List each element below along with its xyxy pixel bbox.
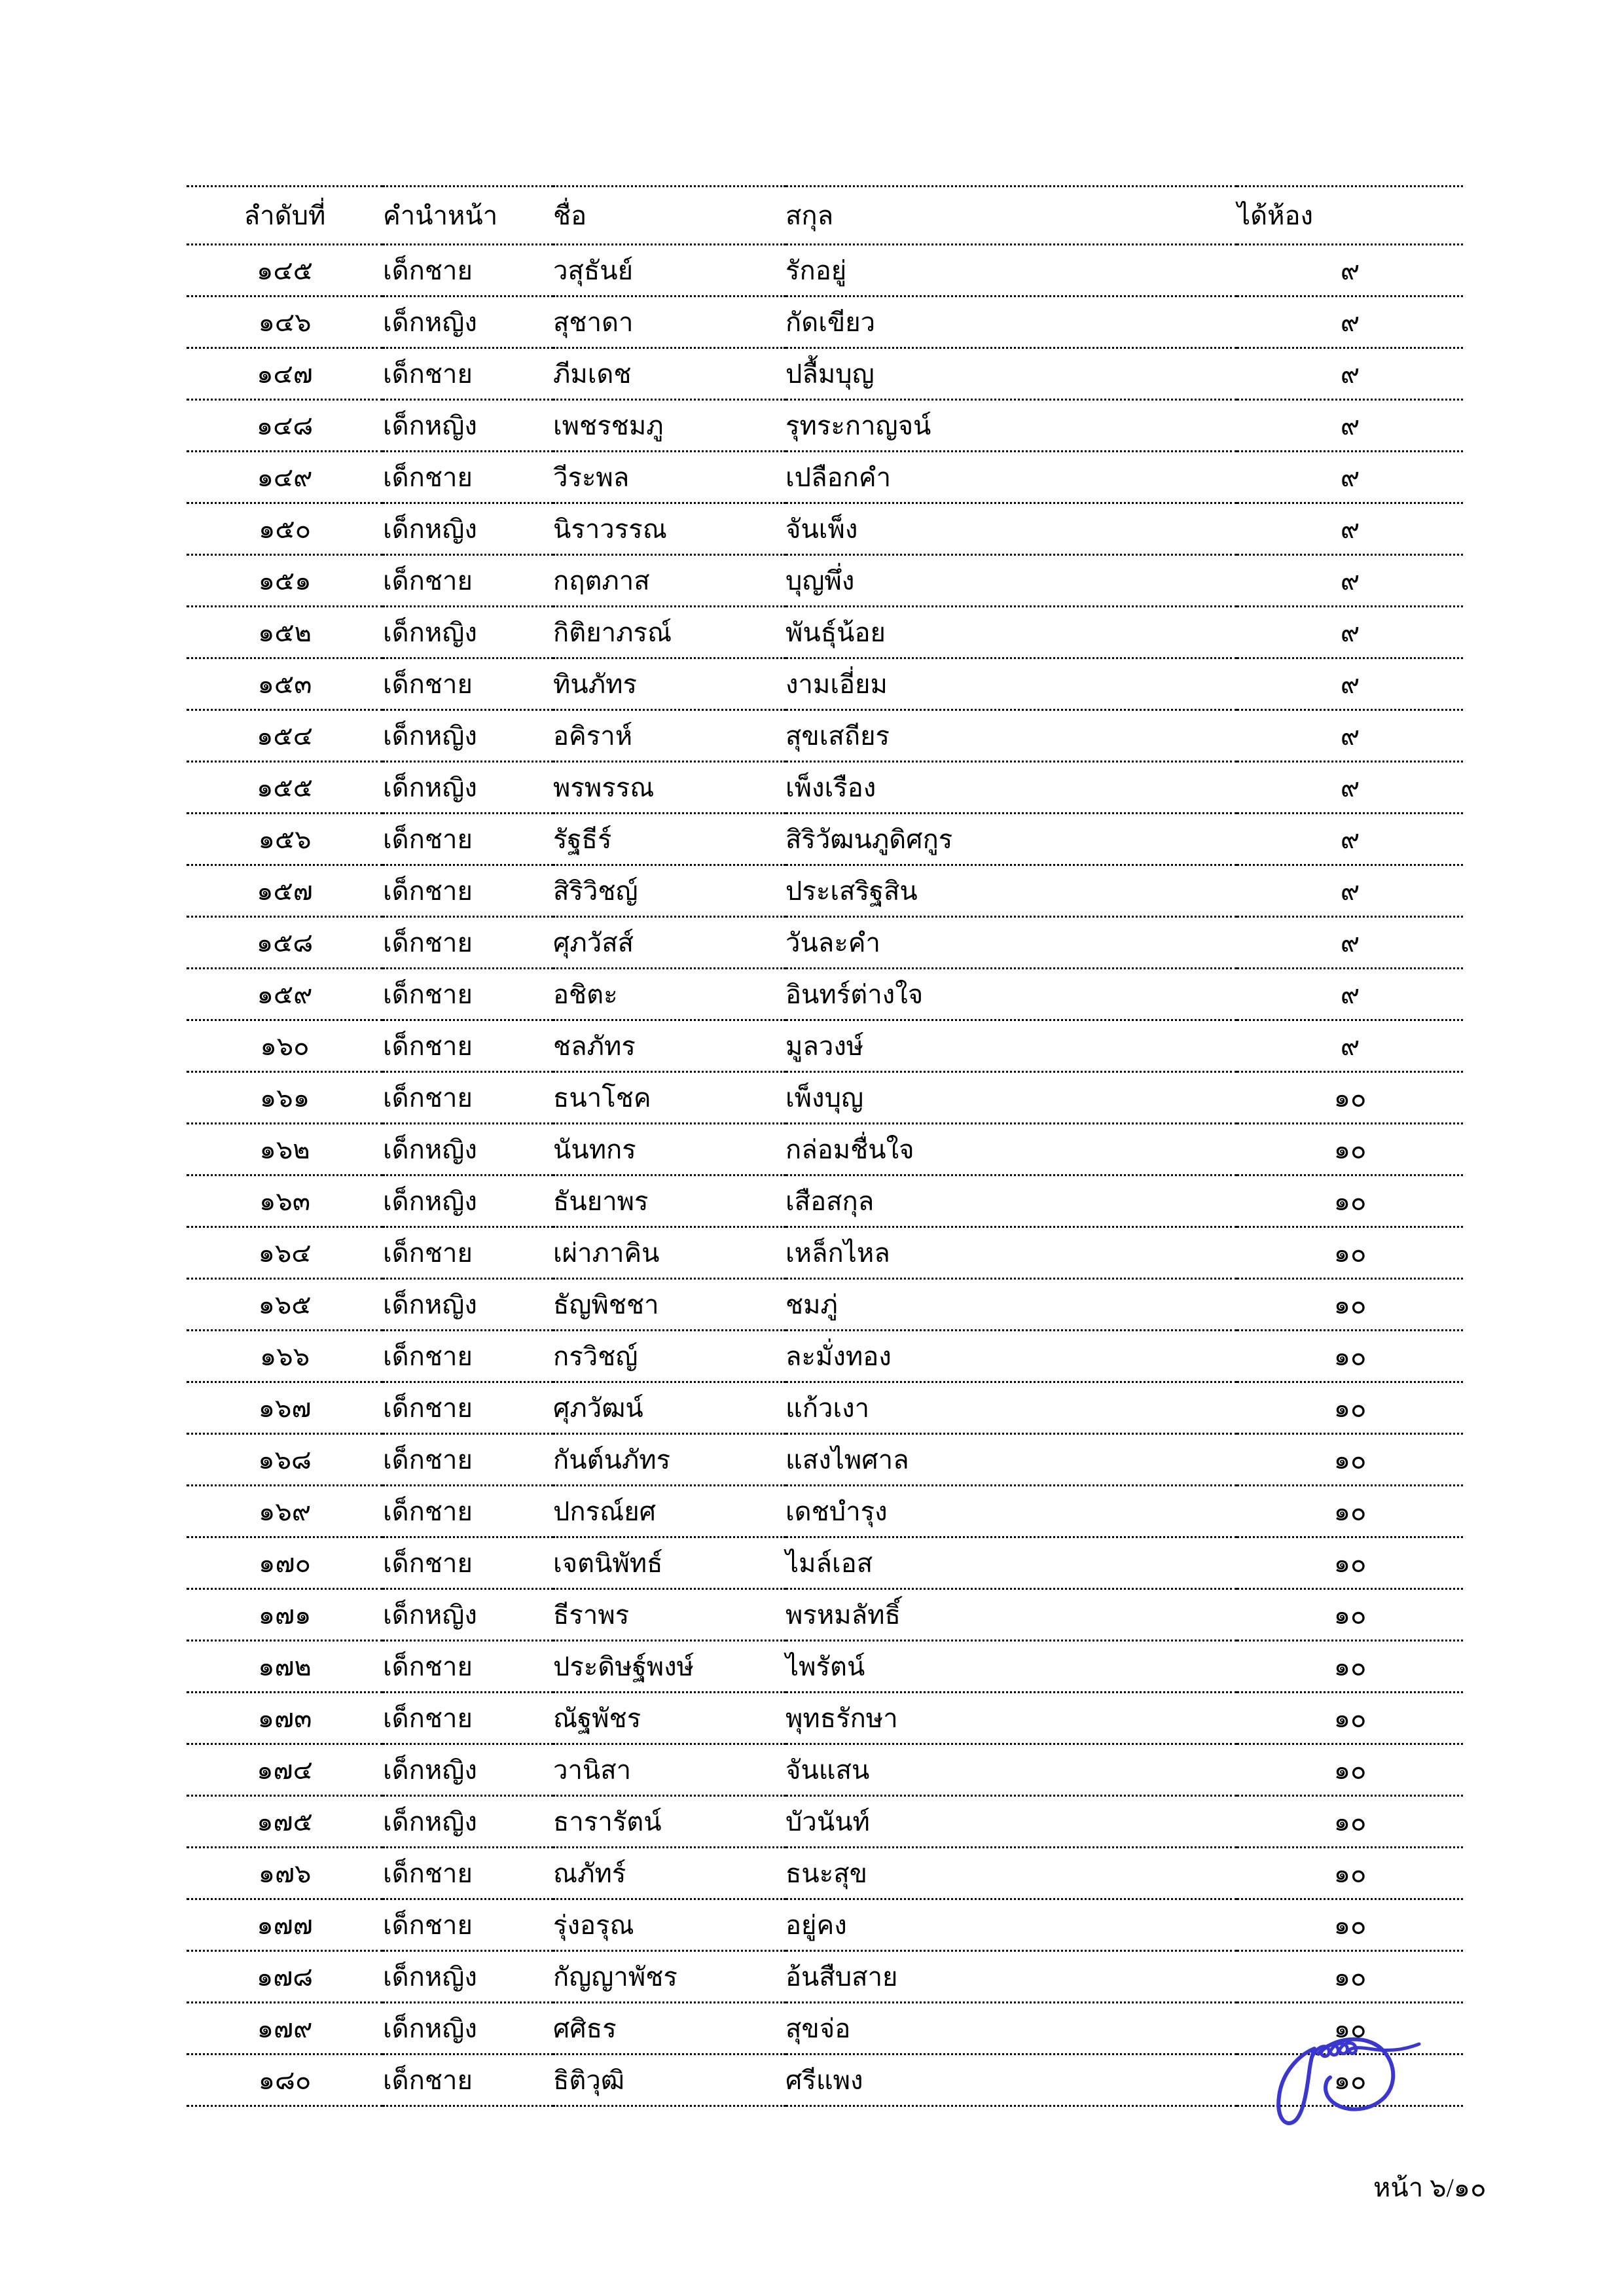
table-row bbox=[187, 503, 1463, 555]
cell-surname: เพ็งบุญ bbox=[785, 1072, 1237, 1124]
cell-prefix: เด็กชาย bbox=[383, 1486, 553, 1537]
cell-prefix: เด็กชาย bbox=[383, 1072, 553, 1124]
cell-number: ๑๔๖ bbox=[187, 296, 383, 348]
cell-room: ๑๐ bbox=[1237, 1693, 1463, 1744]
cell-number: ๑๕๙ bbox=[187, 969, 383, 1020]
table-row bbox=[187, 452, 1463, 503]
cell-number: ๑๗๙ bbox=[187, 2003, 383, 2054]
cell-first-name: อชิตะ bbox=[553, 969, 785, 1020]
cell-number: ๑๘๐ bbox=[187, 2054, 383, 2106]
column-header-number: ลำดับที่ bbox=[187, 187, 383, 245]
cell-first-name: สุชาดา bbox=[553, 296, 785, 348]
cell-number: ๑๗๖ bbox=[187, 1848, 383, 1899]
cell-room: ๑๐ bbox=[1237, 1331, 1463, 1382]
cell-first-name: กันต์นภัทร bbox=[553, 1434, 785, 1486]
cell-room: ๑๐ bbox=[1237, 2003, 1463, 2054]
cell-room: ๙ bbox=[1237, 503, 1463, 555]
cell-number: ๑๖๕ bbox=[187, 1279, 383, 1331]
cell-prefix: เด็กหญิง bbox=[383, 1175, 553, 1227]
cell-prefix: เด็กชาย bbox=[383, 814, 553, 865]
cell-surname: เหล็กไหล bbox=[785, 1227, 1237, 1279]
cell-surname: ชมภู่ bbox=[785, 1279, 1237, 1331]
cell-room: ๙ bbox=[1237, 814, 1463, 865]
table-row bbox=[187, 1434, 1463, 1486]
table-row bbox=[187, 1279, 1463, 1331]
cell-number: ๑๔๗ bbox=[187, 348, 383, 400]
table-row bbox=[187, 296, 1463, 348]
cell-room: ๑๐ bbox=[1237, 1072, 1463, 1124]
cell-room: ๙ bbox=[1237, 555, 1463, 607]
cell-room: ๑๐ bbox=[1237, 2054, 1463, 2106]
table-row bbox=[187, 814, 1463, 865]
cell-surname: เดชบำรุง bbox=[785, 1486, 1237, 1537]
cell-first-name: ณภัทร์ bbox=[553, 1848, 785, 1899]
cell-surname: อยู่คง bbox=[785, 1899, 1237, 1951]
cell-room: ๑๐ bbox=[1237, 1382, 1463, 1434]
cell-room: ๙ bbox=[1237, 296, 1463, 348]
cell-number: ๑๖๑ bbox=[187, 1072, 383, 1124]
cell-prefix: เด็กหญิง bbox=[383, 1951, 553, 2003]
cell-number: ๑๕๕ bbox=[187, 762, 383, 814]
cell-surname: ไพรัตน์ bbox=[785, 1641, 1237, 1693]
cell-first-name: อคิราห์ bbox=[553, 710, 785, 762]
student-table-body bbox=[187, 245, 1463, 2106]
table-row bbox=[187, 658, 1463, 710]
column-header-prefix: คำนำหน้า bbox=[383, 187, 553, 245]
cell-number: ๑๗๗ bbox=[187, 1899, 383, 1951]
cell-number: ๑๕๒ bbox=[187, 607, 383, 658]
cell-number: ๑๗๕ bbox=[187, 1796, 383, 1848]
cell-prefix: เด็กหญิง bbox=[383, 2003, 553, 2054]
cell-surname: สุขจ่อ bbox=[785, 2003, 1237, 2054]
cell-room: ๑๐ bbox=[1237, 1124, 1463, 1175]
cell-surname: เพ็งเรือง bbox=[785, 762, 1237, 814]
cell-prefix: เด็กหญิง bbox=[383, 1124, 553, 1175]
cell-prefix: เด็กชาย bbox=[383, 452, 553, 503]
cell-number: ๑๗๘ bbox=[187, 1951, 383, 2003]
cell-prefix: เด็กชาย bbox=[383, 245, 553, 296]
cell-first-name: ศุภวัสส์ bbox=[553, 917, 785, 969]
cell-prefix: เด็กชาย bbox=[383, 2054, 553, 2106]
table-row bbox=[187, 1537, 1463, 1589]
cell-surname: แก้วเงา bbox=[785, 1382, 1237, 1434]
cell-prefix: เด็กหญิง bbox=[383, 1796, 553, 1848]
cell-surname: กัดเขียว bbox=[785, 296, 1237, 348]
cell-room: ๑๐ bbox=[1237, 1951, 1463, 2003]
cell-prefix: เด็กชาย bbox=[383, 555, 553, 607]
cell-first-name: วสุธันย์ bbox=[553, 245, 785, 296]
cell-surname: ละมั่งทอง bbox=[785, 1331, 1237, 1382]
cell-number: ๑๕๑ bbox=[187, 555, 383, 607]
cell-prefix: เด็กชาย bbox=[383, 1020, 553, 1072]
cell-room: ๙ bbox=[1237, 917, 1463, 969]
cell-surname: พันธุ์น้อย bbox=[785, 607, 1237, 658]
cell-prefix: เด็กชาย bbox=[383, 969, 553, 1020]
cell-prefix: เด็กหญิง bbox=[383, 503, 553, 555]
cell-prefix: เด็กชาย bbox=[383, 1693, 553, 1744]
cell-first-name: รัฐธีร์ bbox=[553, 814, 785, 865]
cell-number: ๑๗๔ bbox=[187, 1744, 383, 1796]
cell-prefix: เด็กชาย bbox=[383, 1227, 553, 1279]
cell-first-name: ชลภัทร bbox=[553, 1020, 785, 1072]
cell-prefix: เด็กหญิง bbox=[383, 607, 553, 658]
cell-room: ๙ bbox=[1237, 658, 1463, 710]
cell-surname: จันเพ็ง bbox=[785, 503, 1237, 555]
cell-surname: เปลือกคำ bbox=[785, 452, 1237, 503]
cell-first-name: ปกรณ์ยศ bbox=[553, 1486, 785, 1537]
cell-first-name: ณัฐพัชร bbox=[553, 1693, 785, 1744]
table-header bbox=[187, 187, 1463, 245]
table-row bbox=[187, 1848, 1463, 1899]
cell-surname: ธนะสุข bbox=[785, 1848, 1237, 1899]
cell-surname: ศรีแพง bbox=[785, 2054, 1237, 2106]
table-row bbox=[187, 1382, 1463, 1434]
table-header-row bbox=[187, 187, 1463, 245]
cell-prefix: เด็กชาย bbox=[383, 865, 553, 917]
cell-first-name: ภีมเดช bbox=[553, 348, 785, 400]
cell-room: ๑๐ bbox=[1237, 1434, 1463, 1486]
table-row bbox=[187, 555, 1463, 607]
cell-prefix: เด็กชาย bbox=[383, 1537, 553, 1589]
cell-number: ๑๖๘ bbox=[187, 1434, 383, 1486]
table-row bbox=[187, 1072, 1463, 1124]
cell-number: ๑๕๓ bbox=[187, 658, 383, 710]
cell-number: ๑๖๗ bbox=[187, 1382, 383, 1434]
cell-surname: วันละคำ bbox=[785, 917, 1237, 969]
cell-number: ๑๖๓ bbox=[187, 1175, 383, 1227]
cell-room: ๑๐ bbox=[1237, 1641, 1463, 1693]
table-row bbox=[187, 607, 1463, 658]
cell-number: ๑๕๐ bbox=[187, 503, 383, 555]
cell-room: ๑๐ bbox=[1237, 1175, 1463, 1227]
table-row bbox=[187, 1951, 1463, 2003]
cell-prefix: เด็กชาย bbox=[383, 1848, 553, 1899]
cell-room: ๑๐ bbox=[1237, 1899, 1463, 1951]
cell-first-name: นิราวรรณ bbox=[553, 503, 785, 555]
cell-prefix: เด็กชาย bbox=[383, 1641, 553, 1693]
page-number: หน้า ๖/๑๐ bbox=[1373, 2173, 1487, 2202]
table-row bbox=[187, 1744, 1463, 1796]
cell-first-name: นันทกร bbox=[553, 1124, 785, 1175]
table-row bbox=[187, 1124, 1463, 1175]
cell-room: ๙ bbox=[1237, 400, 1463, 452]
cell-surname: พุทธรักษา bbox=[785, 1693, 1237, 1744]
cell-first-name: ศุภวัฒน์ bbox=[553, 1382, 785, 1434]
cell-surname: อ้นสืบสาย bbox=[785, 1951, 1237, 2003]
cell-room: ๙ bbox=[1237, 348, 1463, 400]
cell-room: ๑๐ bbox=[1237, 1796, 1463, 1848]
cell-room: ๙ bbox=[1237, 1020, 1463, 1072]
cell-room: ๑๐ bbox=[1237, 1848, 1463, 1899]
student-roster-table bbox=[187, 185, 1463, 2107]
cell-first-name: กิติยาภรณ์ bbox=[553, 607, 785, 658]
table-row bbox=[187, 969, 1463, 1020]
cell-first-name: ธันยาพร bbox=[553, 1175, 785, 1227]
cell-number: ๑๖๔ bbox=[187, 1227, 383, 1279]
table-row bbox=[187, 1589, 1463, 1641]
cell-room: ๑๐ bbox=[1237, 1279, 1463, 1331]
table-row bbox=[187, 917, 1463, 969]
cell-first-name: วานิสา bbox=[553, 1744, 785, 1796]
table-row bbox=[187, 762, 1463, 814]
cell-prefix: เด็กชาย bbox=[383, 1331, 553, 1382]
cell-prefix: เด็กหญิง bbox=[383, 1744, 553, 1796]
cell-surname: งามเอี่ยม bbox=[785, 658, 1237, 710]
table-row bbox=[187, 1641, 1463, 1693]
column-header-first-name: ชื่อ bbox=[553, 187, 785, 245]
table-row bbox=[187, 1796, 1463, 1848]
cell-prefix: เด็กหญิง bbox=[383, 1589, 553, 1641]
cell-surname: จันแสน bbox=[785, 1744, 1237, 1796]
table-row bbox=[187, 865, 1463, 917]
cell-first-name: วีระพล bbox=[553, 452, 785, 503]
table-row bbox=[187, 1693, 1463, 1744]
cell-room: ๙ bbox=[1237, 865, 1463, 917]
cell-first-name: ศศิธร bbox=[553, 2003, 785, 2054]
cell-number: ๑๗๑ bbox=[187, 1589, 383, 1641]
cell-room: ๑๐ bbox=[1237, 1537, 1463, 1589]
cell-prefix: เด็กหญิง bbox=[383, 296, 553, 348]
cell-number: ๑๖๙ bbox=[187, 1486, 383, 1537]
table-row bbox=[187, 1227, 1463, 1279]
cell-prefix: เด็กหญิง bbox=[383, 762, 553, 814]
cell-room: ๑๐ bbox=[1237, 1486, 1463, 1537]
cell-number: ๑๔๙ bbox=[187, 452, 383, 503]
cell-number: ๑๖๖ bbox=[187, 1331, 383, 1382]
table-row bbox=[187, 1331, 1463, 1382]
table-row bbox=[187, 1175, 1463, 1227]
cell-room: ๙ bbox=[1237, 710, 1463, 762]
cell-first-name: รุ่งอรุณ bbox=[553, 1899, 785, 1951]
table-row bbox=[187, 1020, 1463, 1072]
cell-first-name: เจตนิพัทธ์ bbox=[553, 1537, 785, 1589]
cell-surname: สุขเสถียร bbox=[785, 710, 1237, 762]
cell-first-name: เพชรชมภู bbox=[553, 400, 785, 452]
cell-first-name: ธีราพร bbox=[553, 1589, 785, 1641]
table-row bbox=[187, 2054, 1463, 2106]
column-header-room: ได้ห้อง bbox=[1237, 187, 1463, 245]
cell-first-name: สิริวิชญ์ bbox=[553, 865, 785, 917]
table-row bbox=[187, 348, 1463, 400]
cell-first-name: กัญญาพัชร bbox=[553, 1951, 785, 2003]
cell-number: ๑๔๕ bbox=[187, 245, 383, 296]
cell-surname: สิริวัฒนภูดิศกูร bbox=[785, 814, 1237, 865]
cell-number: ๑๔๘ bbox=[187, 400, 383, 452]
cell-surname: บุญพึ่ง bbox=[785, 555, 1237, 607]
cell-number: ๑๕๗ bbox=[187, 865, 383, 917]
cell-first-name: ธัญพิชชา bbox=[553, 1279, 785, 1331]
cell-first-name: กฤตภาส bbox=[553, 555, 785, 607]
table-row bbox=[187, 2003, 1463, 2054]
cell-room: ๑๐ bbox=[1237, 1744, 1463, 1796]
cell-room: ๑๐ bbox=[1237, 1227, 1463, 1279]
cell-surname: ประเสริฐสิน bbox=[785, 865, 1237, 917]
cell-room: ๙ bbox=[1237, 245, 1463, 296]
cell-surname: รักอยู่ bbox=[785, 245, 1237, 296]
cell-room: ๙ bbox=[1237, 969, 1463, 1020]
cell-surname: แสงไพศาล bbox=[785, 1434, 1237, 1486]
cell-surname: ปลื้มบุญ bbox=[785, 348, 1237, 400]
cell-prefix: เด็กชาย bbox=[383, 348, 553, 400]
table-row bbox=[187, 1899, 1463, 1951]
cell-surname: บัวนันท์ bbox=[785, 1796, 1237, 1848]
cell-room: ๑๐ bbox=[1237, 1589, 1463, 1641]
cell-number: ๑๗๒ bbox=[187, 1641, 383, 1693]
cell-surname: มูลวงษ์ bbox=[785, 1020, 1237, 1072]
cell-first-name: ธิติวุฒิ bbox=[553, 2054, 785, 2106]
cell-surname: อินทร์ต่างใจ bbox=[785, 969, 1237, 1020]
table-row bbox=[187, 1486, 1463, 1537]
cell-prefix: เด็กชาย bbox=[383, 1899, 553, 1951]
cell-prefix: เด็กหญิง bbox=[383, 400, 553, 452]
cell-prefix: เด็กชาย bbox=[383, 1434, 553, 1486]
cell-surname: รุทระกาญจน์ bbox=[785, 400, 1237, 452]
cell-surname: เสือสกุล bbox=[785, 1175, 1237, 1227]
cell-first-name: ทินภัทร bbox=[553, 658, 785, 710]
cell-surname: ไมล์เอส bbox=[785, 1537, 1237, 1589]
cell-first-name: ประดิษฐ์พงษ์ bbox=[553, 1641, 785, 1693]
cell-surname: พรหมลัทธิ์ bbox=[785, 1589, 1237, 1641]
cell-room: ๙ bbox=[1237, 452, 1463, 503]
table-row bbox=[187, 400, 1463, 452]
cell-first-name: เผ่าภาคิน bbox=[553, 1227, 785, 1279]
cell-number: ๑๗๐ bbox=[187, 1537, 383, 1589]
cell-first-name: กรวิชญ์ bbox=[553, 1331, 785, 1382]
cell-prefix: เด็กหญิง bbox=[383, 710, 553, 762]
table-row bbox=[187, 245, 1463, 296]
cell-number: ๑๕๔ bbox=[187, 710, 383, 762]
cell-prefix: เด็กชาย bbox=[383, 1382, 553, 1434]
cell-number: ๑๖๐ bbox=[187, 1020, 383, 1072]
cell-number: ๑๖๒ bbox=[187, 1124, 383, 1175]
cell-room: ๙ bbox=[1237, 762, 1463, 814]
cell-prefix: เด็กหญิง bbox=[383, 1279, 553, 1331]
table-row bbox=[187, 710, 1463, 762]
cell-first-name: ธนาโชค bbox=[553, 1072, 785, 1124]
cell-surname: กล่อมชื่นใจ bbox=[785, 1124, 1237, 1175]
cell-prefix: เด็กชาย bbox=[383, 658, 553, 710]
cell-first-name: ธารารัตน์ bbox=[553, 1796, 785, 1848]
cell-number: ๑๕๘ bbox=[187, 917, 383, 969]
column-header-surname: สกุล bbox=[785, 187, 1237, 245]
cell-room: ๙ bbox=[1237, 607, 1463, 658]
cell-first-name: พรพรรณ bbox=[553, 762, 785, 814]
cell-number: ๑๕๖ bbox=[187, 814, 383, 865]
cell-number: ๑๗๓ bbox=[187, 1693, 383, 1744]
cell-prefix: เด็กชาย bbox=[383, 917, 553, 969]
